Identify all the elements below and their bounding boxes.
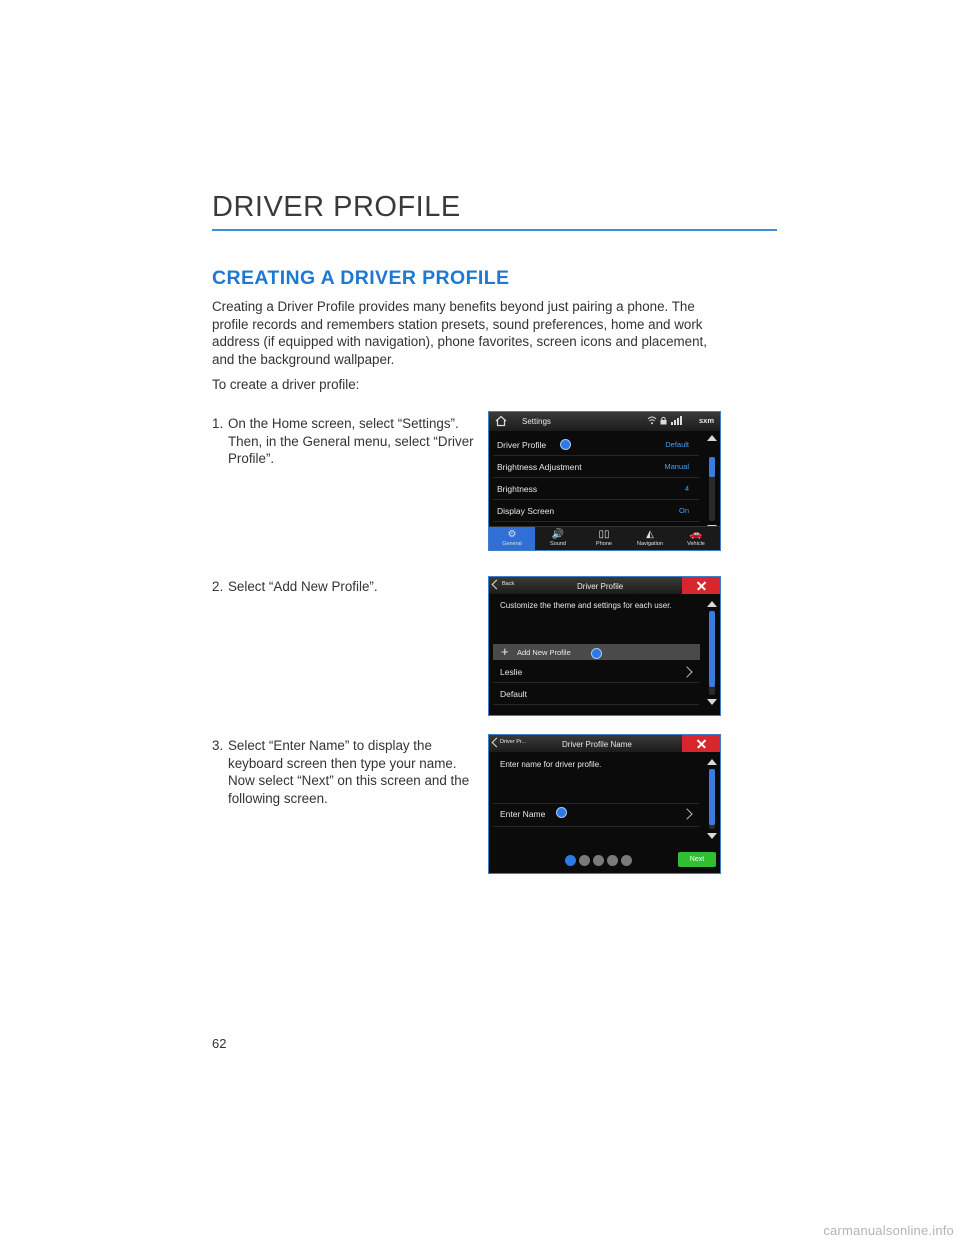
row-value: Manual (664, 462, 689, 471)
scroll-down-icon[interactable] (707, 833, 717, 839)
driver-profile-name-screenshot (488, 734, 721, 874)
wifi-icon (647, 416, 657, 425)
driver-profile-screenshot (488, 576, 721, 716)
profile-item-leslie[interactable] (493, 662, 699, 683)
row-value: 4 (684, 484, 689, 493)
sxm-logo: sxm (699, 416, 715, 425)
chevron-right-icon (681, 666, 692, 677)
title-rule (212, 229, 777, 231)
back-button[interactable]: Driver Pr... (500, 739, 526, 745)
enter-name-label: Enter Name (500, 809, 546, 819)
scroll-track[interactable] (709, 457, 715, 521)
step-2 (212, 578, 482, 596)
page-dot (621, 855, 632, 866)
close-icon[interactable] (682, 735, 720, 752)
step-3 (212, 737, 482, 807)
profile-item-label: Default (500, 689, 527, 699)
step-number: 3. (212, 738, 224, 753)
enter-name-prompt: Enter name for driver profile. (500, 760, 602, 769)
scroll-up-icon[interactable] (707, 435, 717, 441)
scroll-thumb[interactable] (709, 611, 715, 687)
touch-indicator (556, 807, 567, 818)
tab-label: General (502, 541, 522, 547)
speaker-icon: 🔊 (551, 529, 565, 540)
tab-label: Navigation (637, 541, 663, 547)
settings-row-driver-profile[interactable] (493, 435, 699, 456)
step-number: 2. (212, 579, 224, 594)
tab-general[interactable] (489, 527, 535, 550)
driver-profile-name-header (489, 735, 720, 752)
back-button[interactable]: Back (502, 581, 515, 587)
driver-profile-name-scrollbar[interactable] (706, 759, 717, 839)
next-button[interactable]: Next (678, 852, 716, 867)
scroll-track[interactable] (709, 769, 715, 829)
gear-icon: ⚙ (507, 529, 517, 540)
row-label: Driver Profile (497, 440, 547, 450)
settings-screenshot (488, 411, 721, 551)
section-title: DRIVER PROFILE (212, 191, 461, 223)
tab-label: Sound (550, 541, 566, 547)
page-number: 62 (212, 1036, 227, 1051)
step-text: Select “Enter Name” to display the keyboard screen then type your name. Now select “Next” on this screen and the following screen. (228, 738, 470, 806)
settings-header (489, 412, 720, 431)
page-dot (607, 855, 618, 866)
settings-tab-bar (489, 526, 720, 550)
step-1 (212, 415, 482, 468)
driver-profile-name-title: Driver Profile Name (562, 740, 632, 749)
profile-item-default[interactable] (493, 684, 699, 705)
back-chevron-icon[interactable] (492, 580, 502, 590)
row-value: Default (665, 440, 689, 449)
row-value: On (678, 506, 689, 515)
scroll-down-icon[interactable] (707, 699, 717, 705)
intro-paragraph: Creating a Driver Profile provides many benefits beyond just pairing a phone. The profile records and remembers station presets, sound preferences, home and work address (if equipped with navigation), phone favorites, screen icons and placement, and the background wallpaper. (212, 299, 708, 367)
map-pin-icon: ◭ (646, 529, 654, 540)
row-label: Display Screen (497, 506, 555, 516)
step-number: 1. (212, 416, 224, 431)
row-label: Brightness Adjustment (497, 462, 582, 472)
touch-indicator (591, 648, 602, 659)
scroll-up-icon[interactable] (707, 759, 717, 765)
add-new-profile-label: Add New Profile (517, 648, 571, 657)
settings-row-display-screen[interactable] (493, 501, 699, 522)
settings-scrollbar[interactable] (706, 435, 717, 531)
page-dot-active (565, 855, 576, 866)
tab-vehicle[interactable] (673, 527, 719, 550)
step-text: Select “Add New Profile”. (228, 579, 378, 594)
tab-navigation[interactable] (627, 527, 673, 550)
lead-paragraph: To create a driver profile: (212, 377, 360, 392)
page-dot (593, 855, 604, 866)
driver-profile-scrollbar[interactable] (706, 601, 717, 705)
settings-title: Settings (522, 417, 551, 426)
driver-profile-title: Driver Profile (577, 582, 624, 591)
tab-sound[interactable] (535, 527, 581, 550)
page-dot (579, 855, 590, 866)
tab-label: Vehicle (687, 541, 705, 547)
scroll-up-icon[interactable] (707, 601, 717, 607)
scroll-thumb[interactable] (709, 769, 715, 825)
home-icon[interactable] (495, 415, 507, 427)
page-heading: CREATING A DRIVER PROFILE (212, 267, 510, 289)
row-label: Brightness (497, 484, 538, 494)
watermark: carmanualsonline.info (823, 1223, 954, 1238)
scroll-track[interactable] (709, 611, 715, 695)
driver-profile-header (489, 577, 720, 594)
settings-row-brightness[interactable] (493, 479, 699, 500)
scroll-thumb[interactable] (709, 457, 715, 477)
tab-label: Phone (596, 541, 612, 547)
signal-icon (671, 416, 683, 425)
close-icon[interactable] (682, 577, 720, 594)
settings-row-brightness-adjustment[interactable] (493, 457, 699, 478)
lock-icon (660, 416, 667, 425)
phone-icon: ▯▯ (598, 529, 610, 540)
tab-phone[interactable] (581, 527, 627, 550)
chevron-right-icon (681, 808, 692, 819)
touch-indicator (560, 439, 571, 450)
plus-icon: + (501, 644, 509, 659)
profile-item-label: Leslie (500, 667, 523, 677)
step-text: On the Home screen, select “Settings”. Then, in the General menu, select “Driver Profile”. (228, 416, 474, 466)
driver-profile-description: Customize the theme and settings for each user. (500, 601, 672, 610)
enter-name-field[interactable] (493, 803, 699, 827)
car-icon: 🚗 (689, 529, 703, 540)
